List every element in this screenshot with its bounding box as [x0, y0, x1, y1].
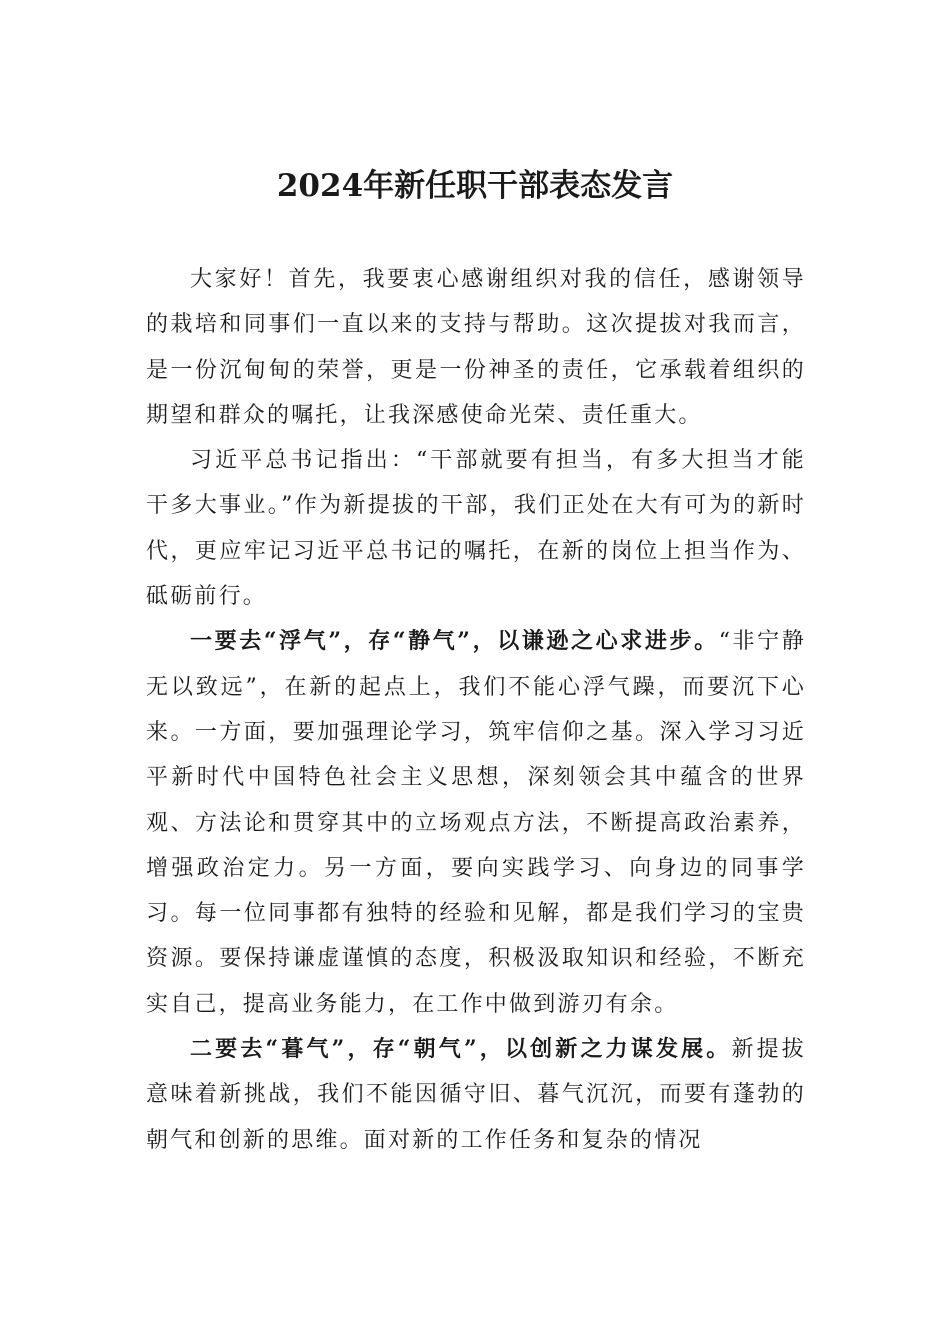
paragraph-text: 大家好！首先，我要衷心感谢组织对我的信任，感谢领导的栽培和同事们一直以来的支持与帮助。这次提拔对我而言，是一份沉甸甸的荣誉，更是一份神圣的责任，它承载着组织的期望和群众的嘱托，让我深感使命光荣、责任重大。 — [146, 267, 806, 428]
document-title: 2024年新任职干部表态发言 — [276, 168, 674, 204]
paragraph-heading: 一要去“浮气”，存“静气”，以谦逊之心求进步。 — [190, 628, 719, 655]
paragraph-text: 习近平总书记指出：“干部就要有担当，有多大担当才能干多大事业。”作为新提拔的干部，我们正处在大有可为的新时代，更应牢记习近平总书记的嘱托，在新的岗位上担当作为、砥砺前行。 — [146, 448, 806, 610]
paragraph-point-one — [146, 619, 806, 1027]
paragraph-quote — [146, 438, 806, 619]
paragraph-heading: 二要去“暮气”，存“朝气”，以创新之力谋发展。 — [190, 1036, 732, 1063]
paragraph-point-two — [146, 1027, 806, 1163]
paragraph-text: 新提拔意味着新挑战，我们不能因循守旧、暮气沉沉，而要有蓬勃的朝气和创新的思维。面对新的工作任务和复杂的情况 — [146, 1037, 807, 1153]
paragraph-text: “非宁静无以致远”，在新的起点上，我们不能心浮气躁，而要沉下心来。一方面，要加强理论学习，筑牢信仰之基。深入学习习近平新时代中国特色社会主义思想，深刻领会其中蕴含的世界观、方法论和贯穿其中的立场观点方法，不断提高政治素养，增强政治定力。另一方面，要向实践学习、向身边的同事学习。每一位同事都有独特的经验和见解，都是我们学习的宝贵资源。要保持谦虚谨慎的态度，积极汲取知识和经验，不断充实自己，提高业务能力，在工作中做到游刃有余。 — [146, 629, 806, 1017]
document-body — [146, 257, 806, 1163]
paragraph-greeting — [146, 257, 806, 438]
